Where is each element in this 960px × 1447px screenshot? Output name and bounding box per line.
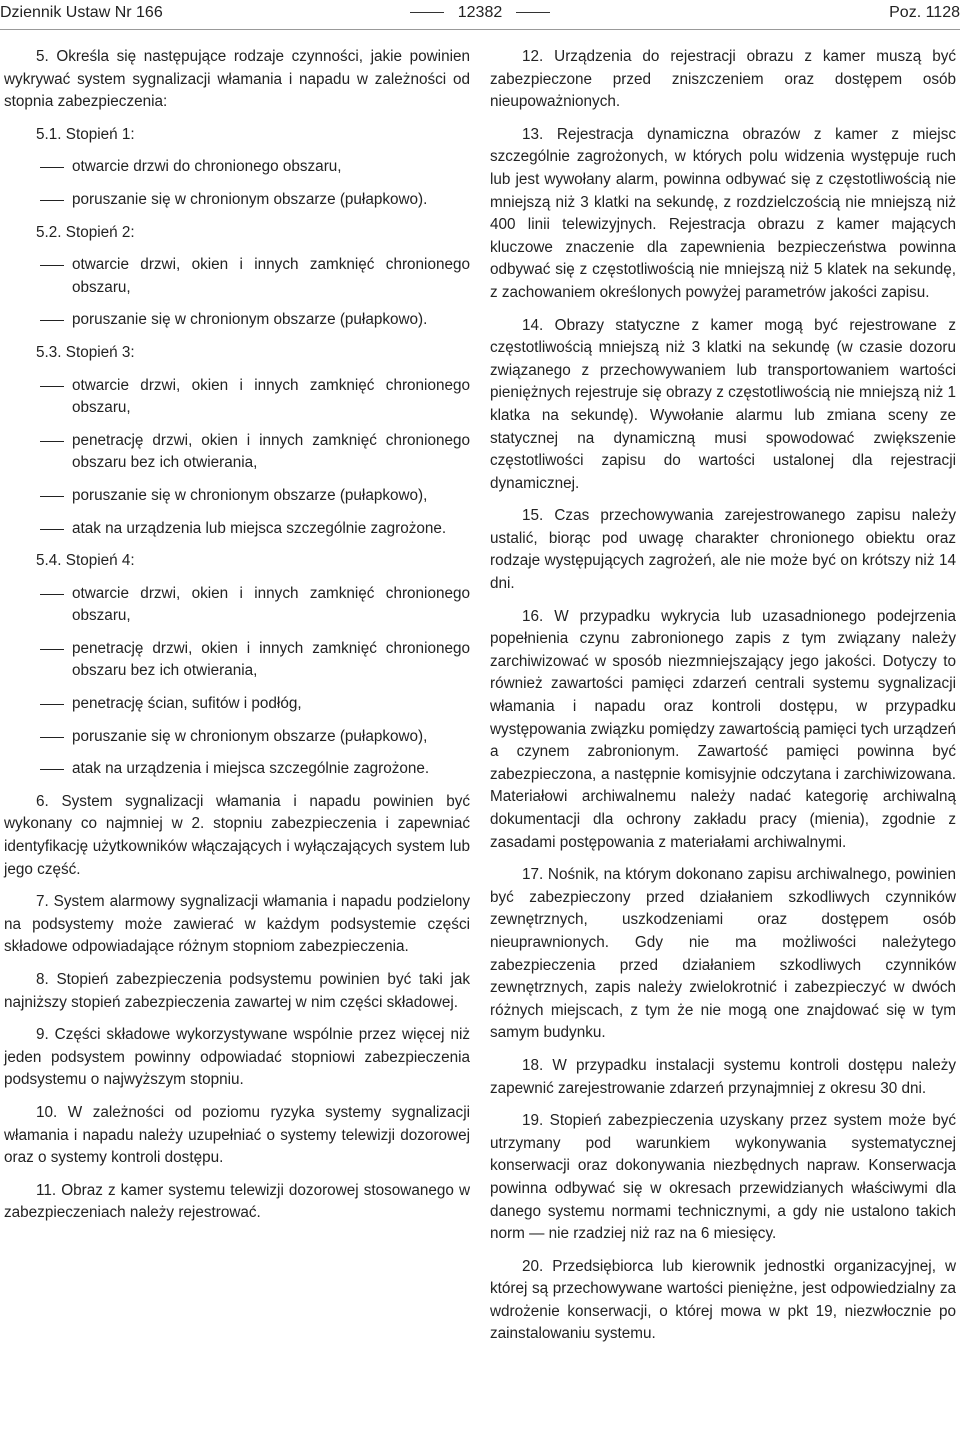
- list-item: [4, 430, 470, 475]
- header-rule: [0, 29, 960, 30]
- list-item-text: poruszanie się w chronionym obszarze (pułapkowo).: [72, 311, 428, 329]
- dash-bullet: [40, 704, 64, 705]
- list-item: [4, 726, 470, 749]
- paragraph-18: 18. W przypadku instalacji systemu kontroli dostępu należy zapewnić zarejestrowanie zdarzeń przynajmniej z okresu 30 dni.: [490, 1056, 956, 1097]
- section-5-2-title: 5.2. Stopień 2:: [36, 223, 135, 241]
- dash-bullet: [40, 496, 64, 497]
- dash-bullet: [40, 529, 64, 530]
- list-item-text: atak na urządzenia lub miejsca szczególnie zagrożone.: [72, 519, 447, 537]
- dash-bullet: [40, 386, 64, 387]
- dash-right: [516, 12, 550, 13]
- list-item-text: penetrację drzwi, okien i innych zamknięć chronionego obszaru bez ich otwierania,: [72, 639, 470, 680]
- list-item: [4, 309, 470, 332]
- journal-title: Dziennik Ustaw Nr 166: [0, 4, 163, 21]
- dash-bullet: [40, 594, 64, 595]
- paragraph-15: 15. Czas przechowywania zarejestrowanego zapisu należy ustalić, biorąc pod uwagę charakter chronionego obiektu oraz rodzaje występujących zagrożeń, ale nie może być on krótszy niż 14 dni.: [490, 507, 956, 593]
- list-item: [4, 375, 470, 420]
- paragraph-17: 17. Nośnik, na którym dokonano zapisu archiwalnego, powinien być zabezpieczony przed działaniem szkodliwych czynników zewnętrznych, uszkodzeniami oraz dostępem osób nieuprawnionych. Gdy nie ma możliwości należytego zabezpieczenia przed działaniem szkodliwych czynników zewnętrznych, zapis należy zwielokrotnić i zabezpieczyć w dwóch różnych miejscach, z tym że nie mogą one znajdować się w tym samym budynku.: [490, 866, 956, 1042]
- list-item-text: poruszanie się w chronionym obszarze (pułapkowo),: [72, 727, 428, 745]
- dash-bullet: [40, 737, 64, 738]
- list-item-text: otwarcie drzwi, okien i innych zamknięć chronionego obszaru,: [72, 584, 470, 625]
- paragraph-19: 19. Stopień zabezpieczenia uzyskany przez system może być utrzymany pod warunkiem wykonywania systematycznej konserwacji oraz dokonywania niezbędnych napraw. Konserwacja powinna odbywać się w okresach przewidzianych właściwymi dla danego systemu normami technicznymi, a gdy nie ustalono takich norm — nie rzadziej niż raz na 6 miesięcy.: [490, 1112, 956, 1243]
- page-number: 12382: [457, 4, 503, 21]
- paragraph-9: 9. Części składowe wykorzystywane wspólnie przez więcej niż jeden podsystem powinny odpowiadać stopniowi zabezpieczenia podsystemu o najwyższym stopniu.: [4, 1026, 470, 1089]
- list-item: [4, 583, 470, 628]
- paragraph-11: 11. Obraz z kamer systemu telewizji dozorowej stosowanego w zabezpieczeniach należy rejestrować.: [4, 1181, 470, 1222]
- list-item: [4, 638, 470, 683]
- list-item: [4, 518, 470, 541]
- list-item-text: otwarcie drzwi, okien i innych zamknięć chronionego obszaru,: [72, 376, 470, 417]
- paragraph-8: 8. Stopień zabezpieczenia podsystemu powinien być taki jak najniższy stopień zabezpieczenia zawartej w nim części składowej.: [4, 971, 470, 1011]
- list-item-text: poruszanie się w chronionym obszarze (pułapkowo),: [72, 486, 428, 504]
- paragraph-14: 14. Obrazy statyczne z kamer mogą być rejestrowane z częstotliwością mniejszą niż 3 klatki na sekundę (w czasie dozoru związanego z przechowywaniem lub transportowaniem wartości pieniężnych rejestruje się obrazy z częstotliwością nie mniejszą niż 1 klatka na sekundę). Wywołanie alarmu lub zmiana sceny ze statycznej na dynamiczną musi spowodować zwiększenie częstotliwości zapisu do wartości ustalonej dla rejestracji dynamicznej.: [490, 316, 956, 492]
- paragraph-6: 6. System sygnalizacji włamania i napadu powinien być wykonany co najmniej w 2. stopniu zabezpieczenia i zapewniać identyfikację użytkowników włączających i wyłączających system lub jego część.: [4, 792, 470, 878]
- dash-bullet: [40, 769, 64, 770]
- list-item-text: otwarcie drzwi, okien i innych zamknięć chronionego obszaru,: [72, 256, 470, 296]
- dash-bullet: [40, 200, 64, 201]
- list-item: [4, 254, 470, 299]
- left-column: [4, 46, 470, 1235]
- position-number: Poz. 1128: [889, 4, 960, 21]
- list-item: [4, 485, 470, 508]
- paragraph-7: 7. System alarmowy sygnalizacji włamania i napadu podzielony na podsystemy może zawierać w każdym podsystemie części składowe odpowiadające różnym stopniom zabezpieczenia.: [4, 893, 470, 956]
- page-header: [0, 0, 960, 26]
- list-item-text: atak na urządzenia i miejsca szczególnie zagrożone.: [72, 760, 430, 778]
- list-item-text: penetrację ścian, sufitów i podłóg,: [72, 695, 302, 713]
- dash-bullet: [40, 265, 64, 266]
- page-number-group: [0, 0, 960, 26]
- list-item-text: otwarcie drzwi do chronionego obszaru,: [72, 158, 342, 176]
- dash-bullet: [40, 441, 64, 442]
- paragraph-20: 20. Przedsiębiorca lub kierownik jednostki organizacyjnej, w której są przechowywane wartości pieniężne, jest odpowiedzialny za wdrożenie konserwacji, o której mowa w pkt 19, niezwłocznie po zainstalowaniu systemu.: [490, 1257, 956, 1343]
- right-column: [490, 46, 956, 1356]
- paragraph-16: 16. W przypadku wykrycia lub uzasadnionego podejrzenia popełnienia czynu zabronionego zapis z tym związany należy zarchiwizować w sposób niezmniejszający jego jakości. Dotyczy to również zawartości pamięci zdarzeń centrali systemu sygnalizacji włamania i napadu oraz kontroli dostępu, w przypadku występowania związku pomiędzy zawartością pamięci tych urządzeń a czynem zabronionym. Zawartość pamięci powinna być zabezpieczona, a następnie komisyjnie odczytana i zarchiwizowana. Materiałowi archiwalnemu należy nadać kategorię archiwalną dokumentacji dla ochrony zakładu pracy (mienia), zgodnie z zasadami postępowania z materiałami archiwalnymi.: [490, 607, 956, 851]
- paragraph-5: 5. Określa się następujące rodzaje czynności, jakie powinien wykrywać system sygnalizacji włamania i napadu w zależności od stopnia zabezpieczenia:: [4, 48, 470, 111]
- list-item: [4, 189, 470, 212]
- paragraph-12: 12. Urządzenia do rejestracji obrazu z kamer muszą być zabezpieczone przed zniszczeniem oraz dostępem osób nieupoważnionych.: [490, 48, 956, 111]
- section-5-1-title: 5.1. Stopień 1:: [36, 125, 135, 143]
- dash-bullet: [40, 649, 64, 650]
- paragraph-10: 10. W zależności od poziomu ryzyka systemy sygnalizacji włamania i napadu należy uzupełniać o systemy telewizji dozorowej oraz o systemy kontroli dostępu.: [4, 1103, 470, 1167]
- paragraph-13: 13. Rejestracja dynamiczna obrazów z kamer z miejsc szczególnie zagrożonych, w których polu widzenia występuje ruch lub jest wywołany alarm, powinna odbywać się z częstotliwością nie mniejszą niż 3 klatki na sekundę, z rozdzielczością nie mniejszą niż 400 linii telewizyjnych. Rejestracja obrazu z kamer mających kluczowe znaczenie dla zapewnienia bezpieczeństwa powinna odbywać się z częstotliwością nie mniejszą niż 5 klatek na sekundę, z zachowaniem określonych powyżej parametrów jakości zapisu.: [490, 125, 956, 301]
- section-5-4-title: 5.4. Stopień 4:: [36, 552, 135, 570]
- list-item-text: penetrację drzwi, okien i innych zamknięć chronionego obszaru bez ich otwierania,: [72, 431, 470, 472]
- dash-bullet: [40, 167, 64, 168]
- dash-left: [410, 12, 444, 13]
- list-item-text: poruszanie się w chronionym obszarze (pułapkowo).: [72, 190, 428, 208]
- list-item: [4, 156, 470, 179]
- list-item: [4, 693, 470, 716]
- section-5-3-title: 5.3. Stopień 3:: [36, 343, 135, 361]
- dash-bullet: [40, 320, 64, 321]
- list-item: [4, 758, 470, 781]
